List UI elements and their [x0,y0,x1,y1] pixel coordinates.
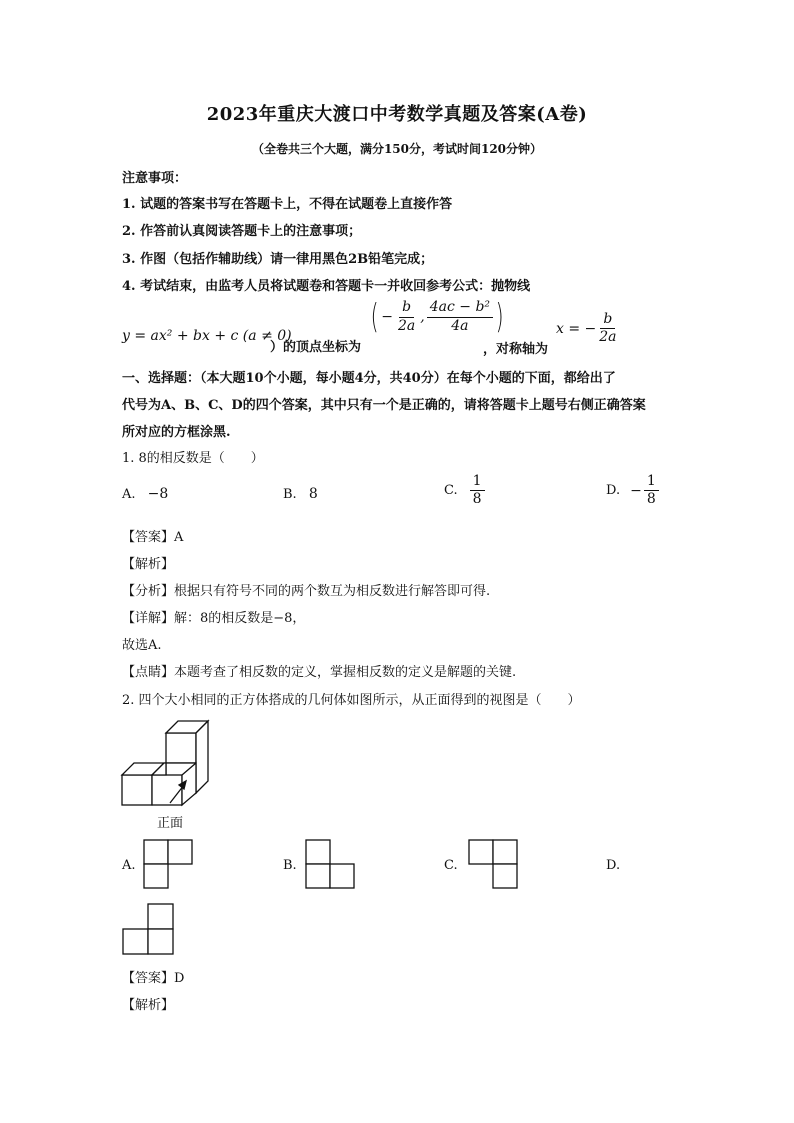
axis-num: b [600,312,615,329]
vertex-y-den: 4a [451,317,469,334]
q1-b-label: B. [283,487,297,502]
q1-stem: 1. 8的相反数是（ ） [122,451,264,466]
q2-answer: 【答案】D [122,971,185,986]
axis-fraction [596,312,619,346]
q1-c-num: 1 [470,474,485,491]
axis-den: 2a [599,329,617,346]
vertex-y-fraction [427,300,493,334]
q1-dianjing: 【点睛】本题考查了相反数的定义，掌握相反数的定义是解题的关键. [122,665,517,680]
comma: , [420,309,425,325]
cube-figure [118,715,218,815]
q1-c-label: C. [444,483,458,499]
q2-a-label: A. [122,858,136,873]
q2-c-label: C. [444,858,458,873]
q1-c-fraction [470,474,485,508]
vertex-text: ）的顶点坐标为 [270,340,362,355]
q2-d-label: D. [606,858,621,873]
q1-guxuan: 故选A. [122,638,162,653]
section1-line-3: 所对应的方框涂黑. [122,425,231,440]
q1-d-den: 8 [646,491,656,508]
axis-formula [556,312,620,346]
q1-d-label: D. [606,483,621,499]
q1-answer: 【答案】A [122,530,184,545]
q2-option-a-view[interactable] [143,839,193,889]
q1-d-sign: − [630,482,642,499]
q1-xiangjie: 【详解】解：8的相反数是−8， [122,611,306,626]
q1-c-den: 8 [472,491,482,508]
page-subtitle: （全卷共三个大题，满分150分，考试时间120分钟） [251,142,543,156]
q2-b-label: B. [283,858,297,873]
q2-analysis: 【解析】 [122,998,175,1013]
vertex-y-num: 4ac − b² [427,300,493,317]
q1-a-value: −8 [147,486,169,502]
q1-option-d [606,474,659,508]
q1-option-c [444,474,485,508]
note-4: 4. 考试结束，由监考人员将试题卷和答题卡一并收回参考公式：抛物线 [122,279,531,294]
q1-analysis: 【解析】 [122,557,175,572]
section1-line-1: 一、选择题：（本大题10个小题，每小题4分，共40分）在每个小题的下面，都给出了 [122,371,616,386]
right-paren: ) [495,297,504,337]
page-title: 2023年重庆大渡口中考数学真题及答案(A卷) [206,104,588,125]
q1-option-b [283,486,318,502]
section1-line-2: 代号为A、B、C、D的四个答案，其中只有一个是正确的，请将答题卡上题号右侧正确答案 [122,398,646,413]
note-1: 1. 试题的答案书写在答题卡上，不得在试题卷上直接作答 [122,197,453,212]
q2-stem: 2. 四个大小相同的正方体搭成的几何体如图所示，从正面得到的视图是（ ） [122,693,581,708]
q1-d-num: 1 [644,474,659,491]
q1-option-a [122,486,168,502]
note-2: 2. 作答前认真阅读答题卡上的注意事项； [122,224,362,239]
q1-fenxi: 【分析】根据只有符号不同的两个数互为相反数进行解答即可得. [122,584,491,599]
vertex-x-den: 2a [398,317,416,334]
q1-a-label: A. [122,487,136,502]
minus-sign: − [381,309,393,325]
q2-option-d-view[interactable] [122,903,174,955]
axis-text: ，对称轴为 [483,342,549,357]
q2-option-c-view[interactable] [468,839,518,889]
q2-option-b-view[interactable] [305,839,355,889]
q1-b-value: 8 [308,486,318,502]
axis-lhs: x = − [556,320,597,337]
left-paren: ( [370,297,379,337]
note-3: 3. 作图（包括作辅助线）请一律用黑色2B铅笔完成； [122,252,434,267]
q1-d-fraction [644,474,659,508]
notes-heading: 注意事项： [122,171,188,186]
parabola-formula: y = ax² + bx + c (a ≠ 0) [122,328,292,344]
vertex-x-num: b [399,300,414,317]
front-label: 正面 [157,816,184,831]
vertex-x-fraction [395,300,418,334]
vertex-coordinates [368,297,506,337]
